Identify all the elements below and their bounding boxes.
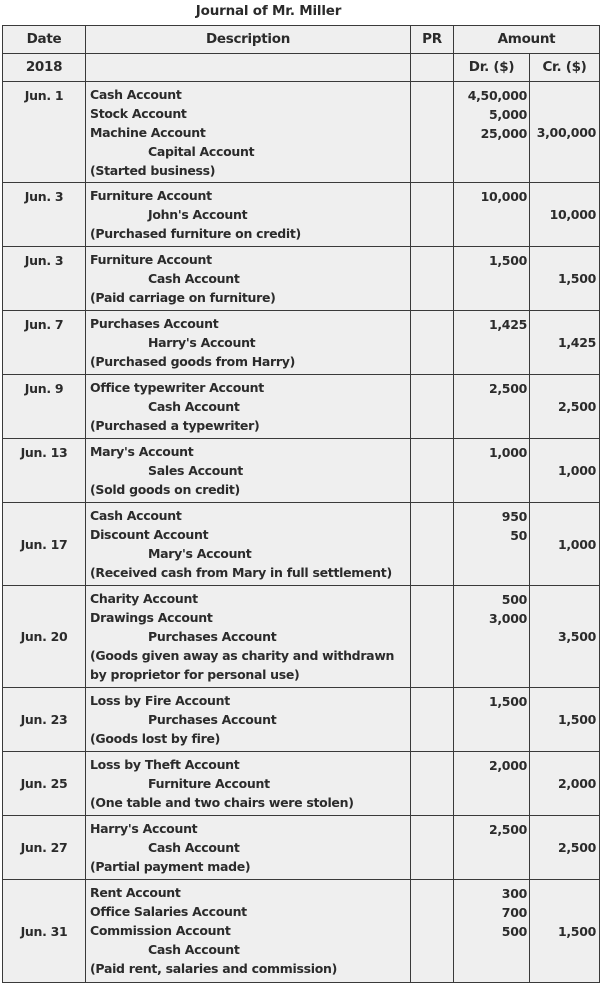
entry-debit-amounts [454, 439, 530, 503]
narration: (One table and two chairs were stolen) [90, 795, 354, 810]
entry-description [86, 752, 411, 816]
credit-account: John's Account [148, 207, 248, 222]
entry-credit-amount: 1,500 [530, 880, 600, 983]
journal-entry-row [3, 439, 600, 503]
debit-amount: 2,000 [488, 758, 527, 773]
debit-amount: 1,000 [488, 445, 527, 460]
entry-date: Jun. 25 [3, 752, 86, 816]
credit-account: Furniture Account [148, 776, 270, 791]
credit-account: Sales Account [148, 463, 243, 478]
debit-amount: 1,425 [488, 317, 527, 332]
credit-account: Capital Account [148, 144, 255, 159]
entry-pr [411, 439, 454, 503]
entry-pr [411, 752, 454, 816]
debit-amount: 3,000 [488, 611, 527, 626]
credit-account: Harry's Account [148, 335, 256, 350]
entry-credit-amount: 3,500 [530, 586, 600, 688]
entry-description [86, 439, 411, 503]
narration: (Sold goods on credit) [90, 482, 240, 497]
journal-entry-row [3, 375, 600, 439]
entry-pr [411, 503, 454, 586]
entry-debit-amounts [454, 183, 530, 247]
header-dr: Dr. ($) [454, 54, 530, 82]
header-amount: Amount [454, 26, 600, 54]
narration: (Goods lost by fire) [90, 731, 221, 746]
debit-account: Harry's Account [90, 821, 198, 836]
debit-account: Machine Account [90, 125, 206, 140]
entry-date: Jun. 7 [3, 311, 86, 375]
narration: (Paid rent, salaries and commission) [90, 961, 338, 976]
entry-credit-amount: 1,425 [530, 311, 600, 375]
debit-amount: 5,000 [488, 107, 527, 122]
entry-description [86, 311, 411, 375]
debit-account: Furniture Account [90, 188, 212, 203]
debit-account: Discount Account [90, 527, 209, 542]
entry-pr [411, 816, 454, 880]
entry-credit-amount: 3,00,000 [530, 82, 600, 183]
debit-account: Commission Account [90, 923, 231, 938]
debit-account: Drawings Account [90, 610, 213, 625]
entry-date: Jun. 13 [3, 439, 86, 503]
entry-description [86, 375, 411, 439]
header-description-empty [86, 54, 411, 82]
entry-pr [411, 586, 454, 688]
entry-credit-amount: 1,500 [530, 688, 600, 752]
header-description: Description [86, 26, 411, 54]
debit-amount: 2,500 [488, 381, 527, 396]
narration: (Purchased a typewriter) [90, 418, 260, 433]
debit-amount: 50 [510, 528, 527, 543]
entry-debit-amounts [454, 375, 530, 439]
narration: (Partial payment made) [90, 859, 251, 874]
debit-account: Office Salaries Account [90, 904, 247, 919]
debit-amount: 25,000 [480, 126, 527, 141]
entry-description [86, 816, 411, 880]
journal-entry-row [3, 311, 600, 375]
journal-entry-row [3, 880, 600, 983]
debit-account: Loss by Fire Account [90, 693, 230, 708]
header-pr-empty [411, 54, 454, 82]
debit-amount: 1,500 [488, 253, 527, 268]
entry-debit-amounts [454, 880, 530, 983]
journal-entry-row [3, 816, 600, 880]
credit-account: Purchases Account [148, 712, 277, 727]
journal-entry-row [3, 688, 600, 752]
entry-credit-amount: 1,500 [530, 247, 600, 311]
credit-account: Cash Account [148, 399, 240, 414]
narration: (Purchased goods from Harry) [90, 354, 296, 369]
entry-debit-amounts [454, 247, 530, 311]
debit-account: Office typewriter Account [90, 380, 264, 395]
entry-pr [411, 688, 454, 752]
journal-table [2, 25, 600, 983]
narration: (Paid carriage on furniture) [90, 290, 276, 305]
debit-amount: 300 [501, 886, 527, 901]
entry-debit-amounts [454, 586, 530, 688]
journal-entry-row [3, 82, 600, 183]
credit-account: Purchases Account [148, 629, 277, 644]
entry-pr [411, 311, 454, 375]
header-cr: Cr. ($) [530, 54, 600, 82]
header-row [3, 26, 600, 54]
entry-debit-amounts [454, 82, 530, 183]
debit-amount: 700 [501, 905, 527, 920]
entry-pr [411, 880, 454, 983]
debit-amount: 500 [501, 924, 527, 939]
debit-amount: 500 [501, 592, 527, 607]
credit-account: Mary's Account [148, 546, 252, 561]
entry-credit-amount: 1,000 [530, 503, 600, 586]
entry-description [86, 688, 411, 752]
entry-date: Jun. 1 [3, 82, 86, 183]
entry-credit-amount: 2,000 [530, 752, 600, 816]
narration: (Purchased furniture on credit) [90, 226, 301, 241]
entry-description [86, 880, 411, 983]
debit-account: Stock Account [90, 106, 187, 121]
header-year: 2018 [3, 54, 86, 82]
entry-date: Jun. 3 [3, 183, 86, 247]
entry-pr [411, 82, 454, 183]
debit-account: Loss by Theft Account [90, 757, 240, 772]
narration: (Received cash from Mary in full settlement) [90, 565, 392, 580]
journal-entry-row [3, 183, 600, 247]
journal-entry-row [3, 752, 600, 816]
entry-credit-amount: 1,000 [530, 439, 600, 503]
journal-entry-row [3, 247, 600, 311]
entry-credit-amount: 2,500 [530, 375, 600, 439]
entry-date: Jun. 23 [3, 688, 86, 752]
debit-account: Furniture Account [90, 252, 212, 267]
entry-description [86, 247, 411, 311]
entry-description [86, 586, 411, 688]
entry-date: Jun. 31 [3, 880, 86, 983]
journal-body [3, 82, 600, 983]
entry-credit-amount: 10,000 [530, 183, 600, 247]
entry-debit-amounts [454, 311, 530, 375]
entry-debit-amounts [454, 503, 530, 586]
narration: by proprietor for personal use) [90, 667, 300, 682]
header-date: Date [3, 26, 86, 54]
journal-entry-row [3, 586, 600, 688]
subheader-row [3, 54, 600, 82]
entry-date: Jun. 3 [3, 247, 86, 311]
credit-account: Cash Account [148, 840, 240, 855]
debit-amount: 2,500 [488, 822, 527, 837]
entry-debit-amounts [454, 752, 530, 816]
entry-debit-amounts [454, 816, 530, 880]
entry-date: Jun. 20 [3, 586, 86, 688]
entry-date: Jun. 27 [3, 816, 86, 880]
entry-description [86, 82, 411, 183]
debit-account: Charity Account [90, 591, 198, 606]
narration: (Goods given away as charity and withdrawn [90, 648, 395, 663]
journal-entry-row [3, 503, 600, 586]
credit-account: Cash Account [148, 271, 240, 286]
debit-amount: 10,000 [480, 189, 527, 204]
entry-description [86, 183, 411, 247]
debit-amount: 950 [501, 509, 527, 524]
entry-credit-amount: 2,500 [530, 816, 600, 880]
debit-account: Mary's Account [90, 444, 194, 459]
entry-date: Jun. 17 [3, 503, 86, 586]
entry-description [86, 503, 411, 586]
debit-amount: 1,500 [488, 694, 527, 709]
entry-debit-amounts [454, 688, 530, 752]
credit-account: Cash Account [148, 942, 240, 957]
entry-pr [411, 247, 454, 311]
debit-account: Rent Account [90, 885, 181, 900]
debit-account: Purchases Account [90, 316, 219, 331]
header-pr: PR [411, 26, 454, 54]
entry-pr [411, 375, 454, 439]
debit-account: Cash Account [90, 508, 182, 523]
debit-amount: 4,50,000 [467, 88, 527, 103]
journal-title: Journal of Mr. Miller [195, 3, 342, 19]
entry-pr [411, 183, 454, 247]
narration: (Started business) [90, 163, 216, 178]
debit-account: Cash Account [90, 87, 182, 102]
entry-date: Jun. 9 [3, 375, 86, 439]
